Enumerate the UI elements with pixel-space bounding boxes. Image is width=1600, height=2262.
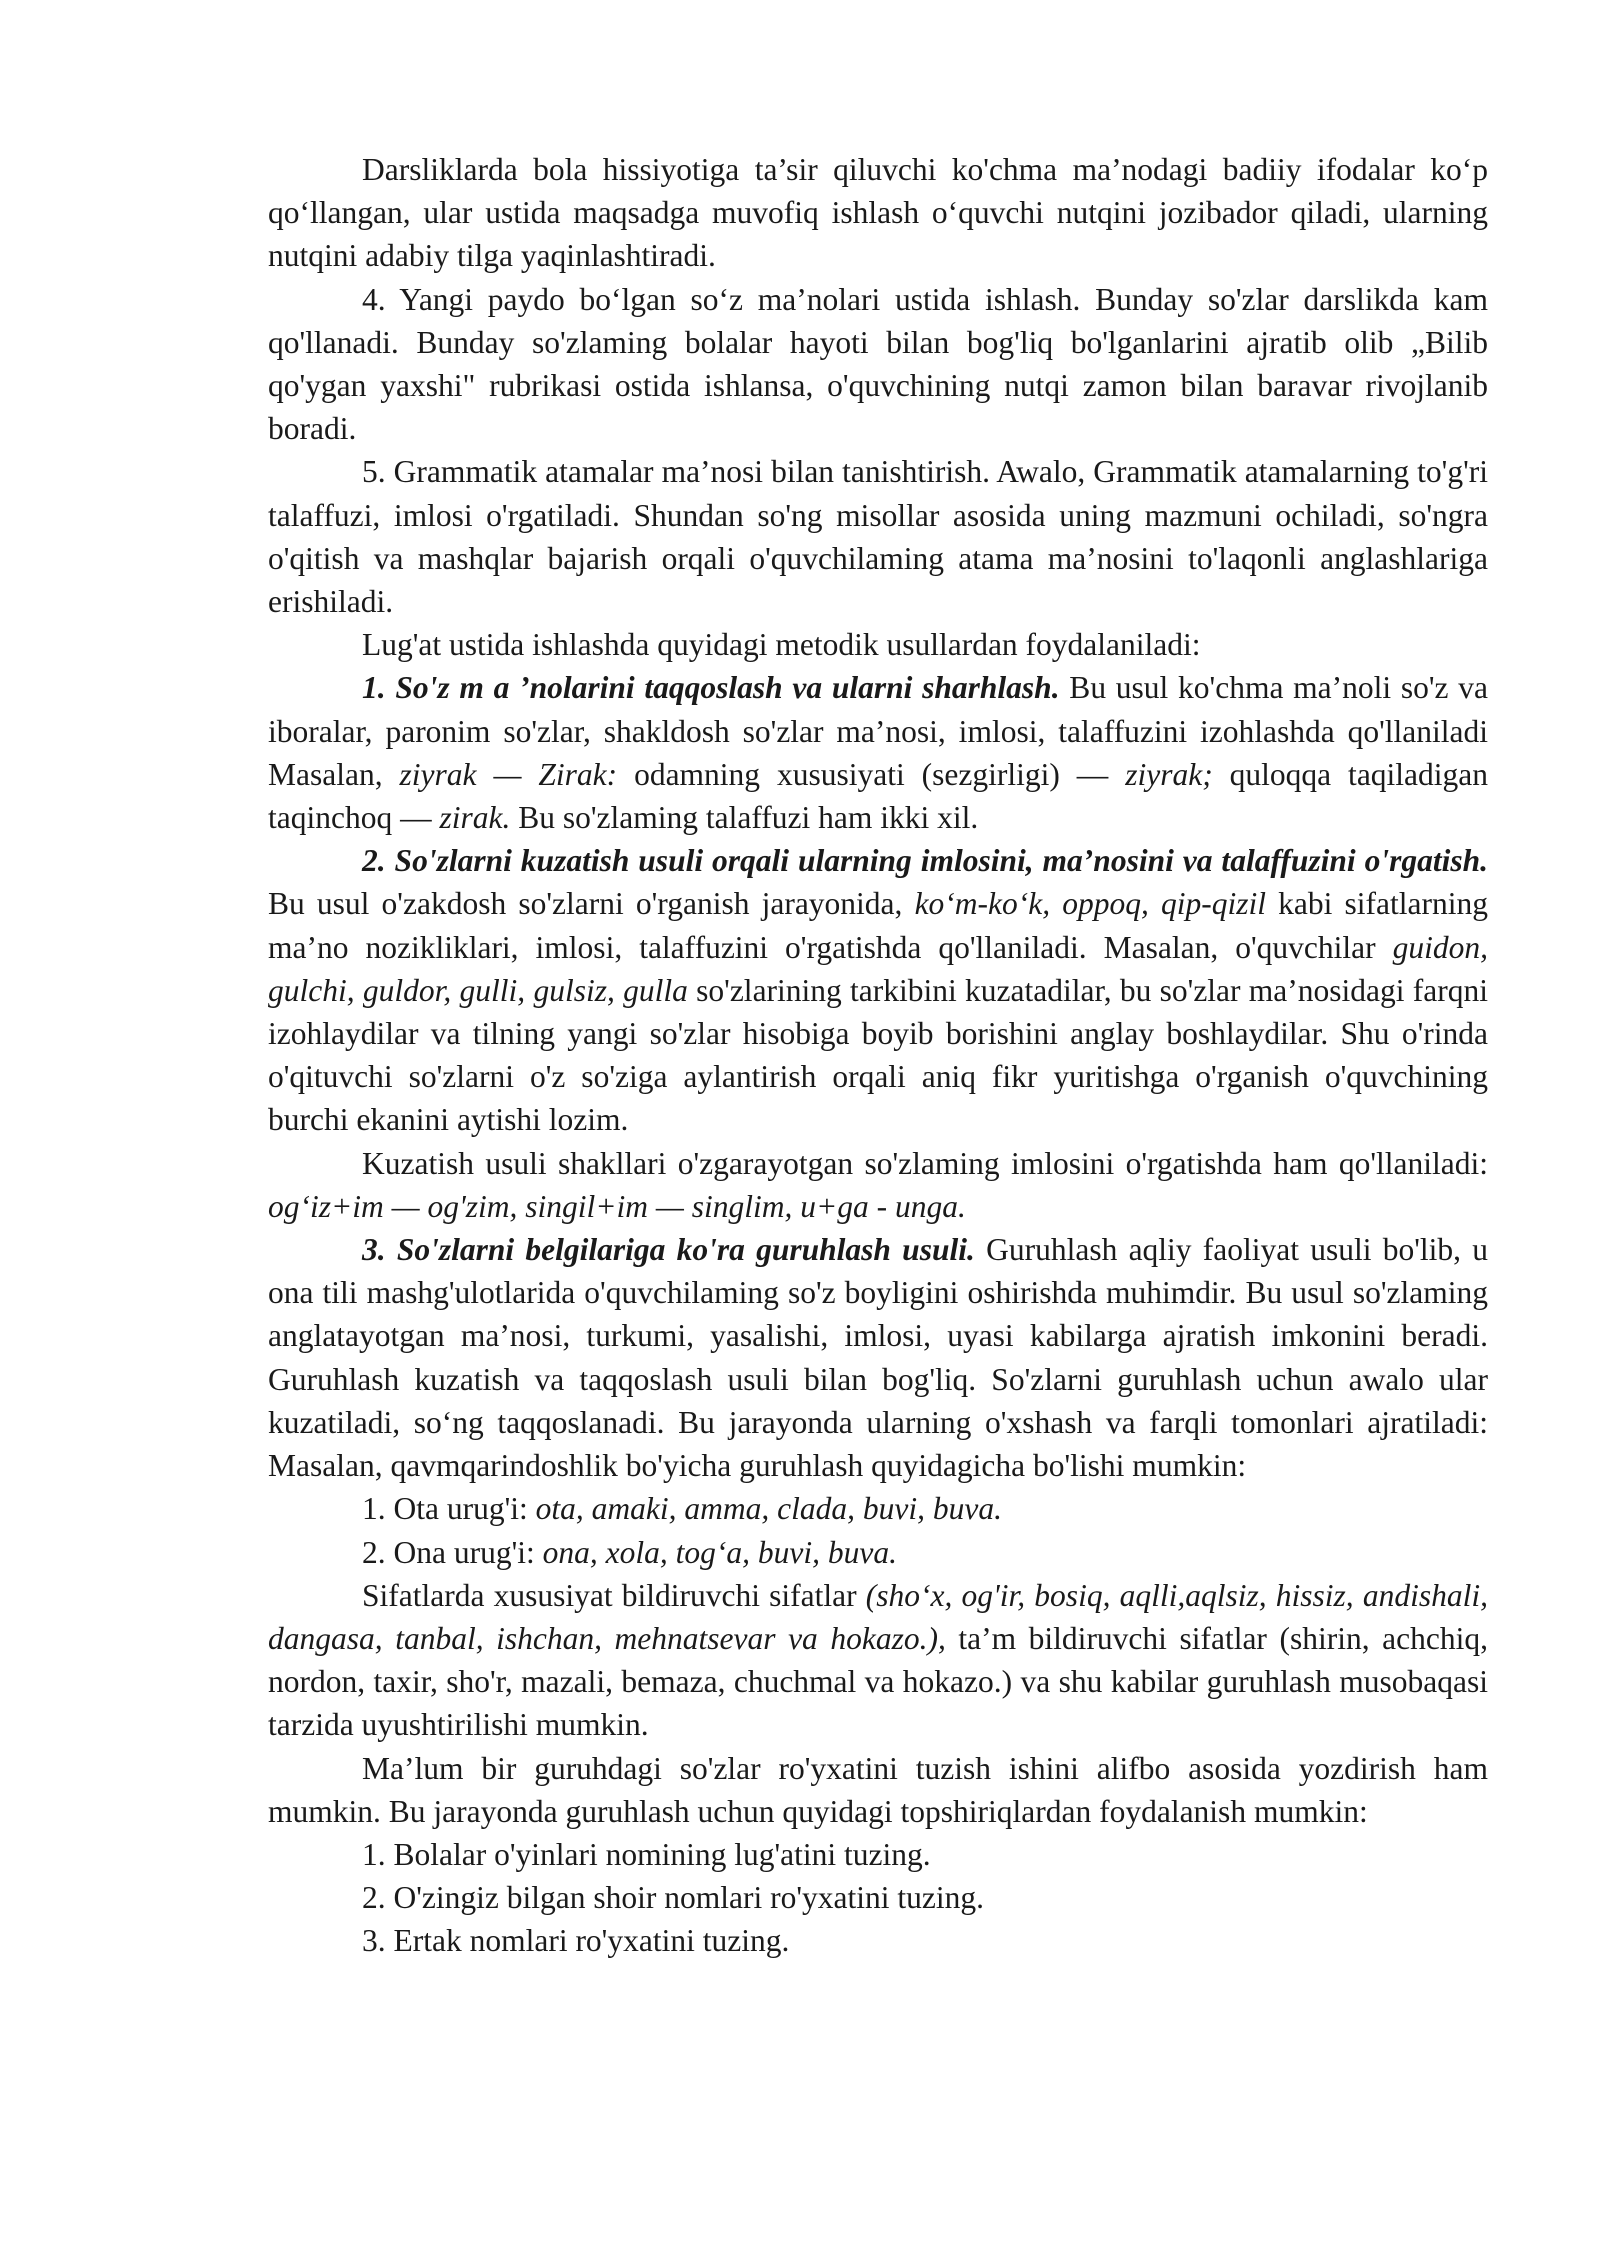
adjectives-text-2: ta’m bildiruvchi sifatlar (shirin, achchiq, nordon, taxir, sho'r, mazali, bemaza, chuchmal va hokazo.) va shu kabilar guruhlash musobaqasi tarzida uyushtirilishi mumkin.	[268, 1620, 1488, 1743]
paragraph-observation	[268, 1142, 1488, 1228]
list-item-values: ota, amaki, amma, clada, buvi, buva.	[535, 1491, 1002, 1527]
observation-text: Kuzatish usuli shakllari o'zgarayotgan so'zlaming imlosini o'rgatishda ham qo'llaniladi:	[362, 1145, 1488, 1181]
method-2-example-2: guidon, gulchi, guldor, gulli, gulsiz, gulla	[268, 929, 1488, 1008]
paragraph-intro: Darsliklarda bola hissiyotiga ta’sir qiluvchi ko'chma ma’nodagi badiiy ifodalar ko‘p qo‘llangan, ular ustida maqsadga muvofiq ishlash o‘quvchi nutqini jozibador qiladi, ularning nutqini adabiy tilga yaqinlashtiradi.	[268, 152, 1488, 274]
method-2-text-2: kabi sifatlarning ma’no nozikliklari, imlosi, talaffuzini o'rgatishda qo'llaniladi. Masalan, o'quvchilar	[268, 886, 1488, 965]
method-1-example-1: ziyrak — Zirak:	[399, 756, 618, 792]
list-item-label: 1. Ota urug'i:	[362, 1491, 536, 1527]
task-item: 1. Bolalar o'yinlari nomining lug'atini tuzing.	[362, 1836, 931, 1872]
observation-example: og‘iz+im — og'zim, singil+im — singlim, u+ga - unga.	[268, 1188, 966, 1224]
task-item: 2. O'zingiz bilgan shoir nomlari ro'yxatini tuzing.	[362, 1880, 984, 1916]
paragraph-alphabet: Ma’lum bir guruhdagi so'zlar ro'yxatini tuzish ishini alifbo asosida yozdirish ham mumkin. Bu jarayonda guruhlash uchun quyidagi topshiriqlardan foydalanish mumkin:	[268, 1750, 1488, 1829]
method-1-example-3: zirak.	[439, 800, 511, 836]
adjectives-examples: (sho‘x, og'ir, bosiq, aqlli,aqlsiz, hissiz, andishali, dangasa, tanbal, ishchan, mehnatsevar va hokazo.),	[268, 1577, 1488, 1656]
method-1-text-3: quloqqa taqiladigan taqinchoq —	[268, 756, 1489, 836]
document-page	[268, 148, 1488, 1963]
method-3-heading: 3. So'zlarni belgilariga ko'ra guruhlash usuli.	[362, 1232, 975, 1268]
method-1-heading: 1. So'z m a ’nolarini taqqoslash va ularni sharhlash.	[362, 670, 1060, 706]
list-item-values: ona, xola, tog‘a, buvi, buva.	[542, 1534, 897, 1570]
list-item	[268, 1487, 1488, 1530]
method-2-heading: 2. So'zlarni kuzatish usuli orqali ularning imlosini, ma’nosini va talaffuzini o'rgatish.	[362, 843, 1488, 879]
list-item	[268, 1531, 1488, 1574]
method-2-paragraph	[268, 839, 1488, 1141]
method-1-text-4: Bu so'zlaming talaffuzi ham ikki xil.	[510, 800, 979, 836]
method-2-text-3: so'zlarining tarkibini kuzatadilar, bu so'zlar ma’nosidagi farqni izohlaydilar va tilning yangi so'zlar hisobiga boyib borishini anglay boshlaydilar. Shu o'rinda o'qituvchi so'zlarni o'z so'ziga aylantirish orqali aniq fikr yuritishga o'rganish o'quvchining burchi ekanini aytishi lozim.	[268, 972, 1488, 1138]
method-3-paragraph	[268, 1228, 1488, 1487]
paragraph-grammar-terms: 5. Grammatik atamalar ma’nosi bilan tanishtirish. Awalo, Grammatik atamalarning to'g'ri talaffuzi, imlosi o'rgatiladi. Shundan so'ng misollar asosida uning mazmuni ochiladi, so'ngra o'qitish va mashqlar bajarish orqali o'quvchilaming atama ma’nosini to'laqonli anglashlariga erishiladi.	[268, 454, 1488, 620]
method-1-text-1: Bu usul ko'chma ma’noli so'z va iboralar, paronim so'zlar, shakldosh so'zlar ma’nosi, imlosi, talaffuzini izohlashda qo'llaniladi Masalan,	[268, 670, 1488, 792]
method-1-text-2: odamning xususiyati (sezgirligi) —	[617, 756, 1126, 792]
method-2-text-1: Bu usul o'zakdosh so'zlarni o'rganish jarayonida,	[268, 886, 915, 922]
adjectives-text-1: Sifatlarda xususiyat bildiruvchi sifatlar	[362, 1577, 866, 1613]
list-item-label: 2. Ona urug'i:	[362, 1534, 543, 1570]
task-item: 3. Ertak nomlari ro'yxatini tuzing.	[362, 1923, 790, 1959]
paragraph-new-words: 4. Yangi paydo bo‘lgan so‘z ma’nolari ustida ishlash. Bunday so'zlar darslikda kam qo'llanadi. Bunday so'zlaming bolalar hayoti bilan bog'liq bo'lganlarini ajratib olib „Bilib qo'ygan yaxshi" rubrikasi ostida ishlansa, o'quvchining nutqi zamon bilan baravar rivojlanib boradi.	[268, 281, 1488, 447]
paragraph-methods-intro: Lug'at ustida ishlashda quyidagi metodik usullardan foydalaniladi:	[362, 627, 1201, 663]
method-2-example-1: ko‘m-ko‘k, oppoq, qip-qizil	[914, 886, 1267, 922]
method-1-example-2: ziyrak;	[1125, 756, 1213, 792]
paragraph-adjectives	[268, 1574, 1488, 1747]
method-3-text: Guruhlash aqliy faoliyat usuli bo'lib, u ona tili mashg'ulotlarida o'quvchilaming so'z boyligini oshirishda muhimdir. Bu usul so'zlaming anglatayotgan ma’nosi, turkumi, yasalishi, imlosi, uyasi kabilarga ajratish imkonini beradi. Guruhlash kuzatish va taqqoslash usuli bilan bog'liq. So'zlarni guruhlash uchun awalo ular kuzatiladi, so‘ng taqqoslanadi. Bu jarayonda ularning o'xshash va farqli tomonlari ajratiladi: Masalan, qavmqarindoshlik bo'yicha guruhlash quyidagicha bo'lishi mumkin:	[268, 1232, 1488, 1484]
method-1-paragraph	[268, 666, 1488, 839]
